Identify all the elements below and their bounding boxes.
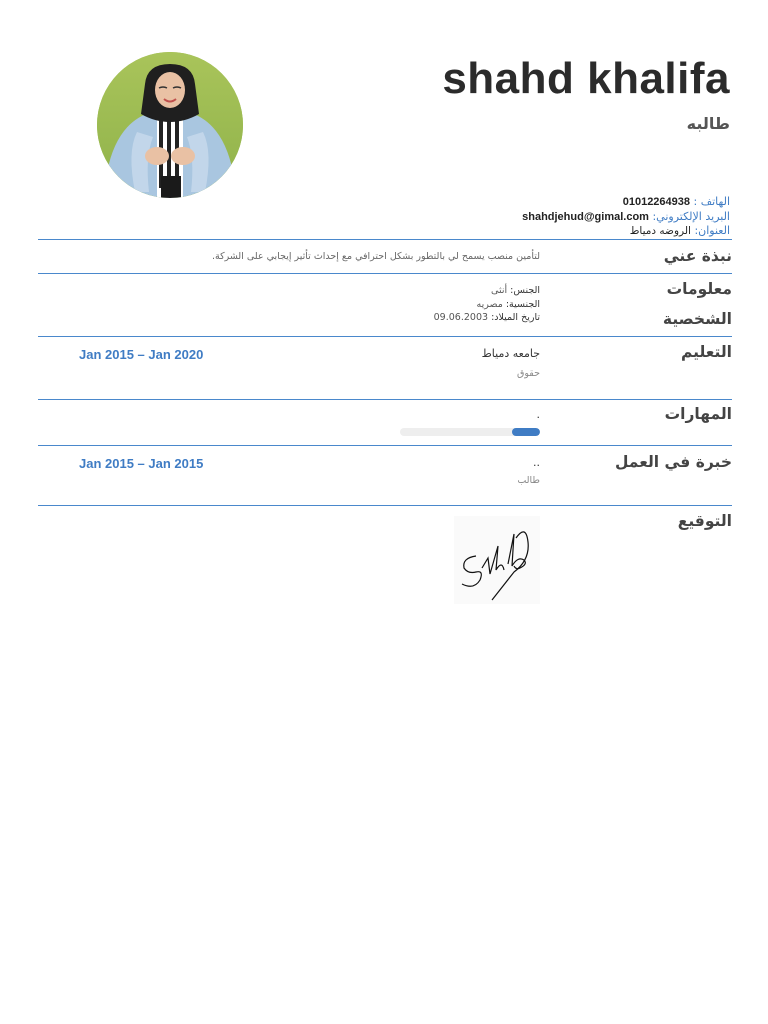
gender-row <box>434 284 540 298</box>
birthdate-row <box>434 311 540 325</box>
divider-personal <box>38 273 732 274</box>
summary-text: لتأمين منصب يسمح لي بالتطور بشكل احترافي مع إحداث تأثير إيجابي على الشركة. <box>211 251 540 262</box>
divider-signature <box>38 505 732 506</box>
contact-phone-value: 01012264938 <box>622 196 691 208</box>
divider-skills <box>38 399 732 400</box>
contact-email-label: البريد الإلكتروني: <box>652 209 730 223</box>
birthdate-value: 09.06.2003 <box>433 312 489 323</box>
divider-experience <box>38 445 732 446</box>
divider-education <box>38 336 732 337</box>
profile-photo-illustration <box>97 52 243 198</box>
section-title-personal-line2: الشخصية <box>662 310 732 328</box>
contact-email <box>522 210 730 225</box>
education-field: حقوق <box>517 368 540 379</box>
personal-info <box>434 284 540 325</box>
birthdate-label: تاريخ الميلاد: <box>491 312 540 323</box>
section-title-signature: التوقيع <box>677 512 732 530</box>
contact-email-value[interactable]: shahdjehud@gimal.com <box>522 210 649 223</box>
skill-level-bar <box>400 428 540 436</box>
contact-address-label: العنوان: <box>694 224 730 237</box>
profile-photo <box>97 52 243 198</box>
section-title-education: التعليم <box>680 343 732 361</box>
contact-address <box>522 224 730 239</box>
skill-name: . <box>536 408 540 421</box>
contact-phone-label: الهاتف : <box>693 195 730 208</box>
contact-phone <box>522 195 730 210</box>
nationality-row <box>434 298 540 312</box>
signature-image <box>454 516 540 604</box>
skill-level-fill <box>512 428 540 436</box>
nationality-label: الجنسية: <box>505 298 540 310</box>
section-title-skills: المهارات <box>664 405 732 423</box>
section-title-personal-line1: معلومات <box>666 280 732 298</box>
experience-company: .. <box>533 456 540 469</box>
gender-label: الجنس: <box>510 285 540 296</box>
divider-summary <box>38 239 732 240</box>
section-title-summary: نبذة عني <box>663 247 732 265</box>
education-dates: Jan 2015 – Jan 2020 <box>79 347 204 362</box>
experience-role: طالب <box>517 475 540 486</box>
experience-dates: Jan 2015 – Jan 2015 <box>79 456 204 471</box>
gender-value: أنثى <box>491 285 508 296</box>
candidate-name: shahd khalifa <box>442 54 730 103</box>
section-title-experience: خبرة في العمل <box>614 453 732 471</box>
nationality-value: مصريه <box>476 298 503 310</box>
contact-block <box>522 195 730 239</box>
education-institution: جامعه دمياط <box>481 347 540 360</box>
contact-address-value: الروضه دمياط <box>629 225 691 237</box>
job-title: طالبه <box>686 114 730 133</box>
